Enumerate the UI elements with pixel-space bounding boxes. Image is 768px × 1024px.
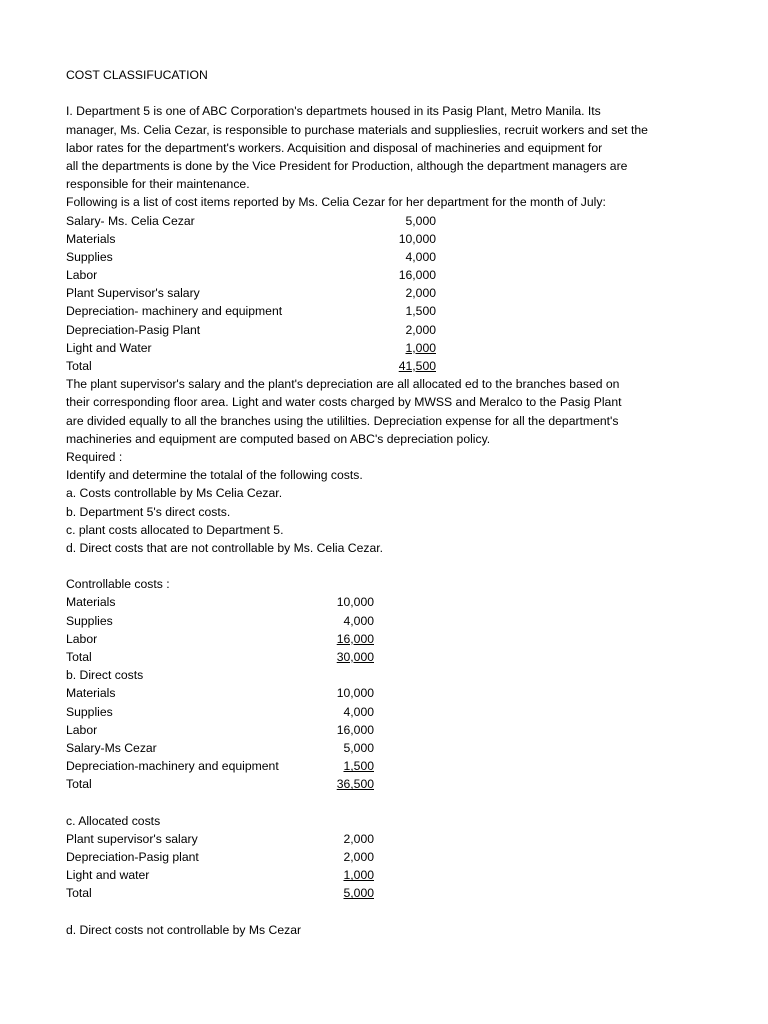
row-value: 10,000 xyxy=(336,595,374,610)
table-row xyxy=(66,212,706,230)
table-row xyxy=(66,757,706,775)
intro-line: all the departments is done by the Vice President for Production, although the department managers are xyxy=(66,158,628,173)
row-label: Salary- Ms. Celia Cezar xyxy=(66,213,195,228)
table-row xyxy=(66,630,706,648)
controllable-heading: Controllable costs : xyxy=(66,577,170,592)
row-label: Total xyxy=(66,777,92,792)
row-label: Total xyxy=(66,650,92,664)
row-label: Materials xyxy=(66,595,116,610)
notes-line: The plant supervisor's salary and the plant's depreciation are all allocated ed to the branches based on xyxy=(66,377,620,392)
row-value: 41,500 xyxy=(398,359,436,373)
direct-costs-table xyxy=(66,684,706,793)
table-row xyxy=(66,612,706,630)
direct-not-controllable-heading: d. Direct costs not controllable by Ms Cezar xyxy=(66,922,302,937)
direct-costs-heading: b. Direct costs xyxy=(66,668,144,683)
notes-paragraph xyxy=(66,375,706,448)
intro-line: responsible for their maintenance. xyxy=(66,177,250,192)
row-label: Salary-Ms Cezar xyxy=(66,740,157,755)
row-value: 5,000 xyxy=(343,886,374,901)
total-row xyxy=(66,357,706,375)
row-value: 2,000 xyxy=(343,850,374,865)
row-value: 1,500 xyxy=(405,304,436,319)
notes-line: their corresponding floor area. Light and water costs charged by MWSS and Meralco to the Pasig Plant xyxy=(66,395,622,410)
total-row xyxy=(66,648,706,666)
row-label: Supplies xyxy=(66,249,113,264)
table-row xyxy=(66,593,706,611)
row-value: 4,000 xyxy=(405,249,436,264)
required-line: b. Department 5's direct costs. xyxy=(66,504,231,519)
row-value: 5,000 xyxy=(343,740,374,755)
table-row xyxy=(66,302,706,320)
required-line: c. plant costs allocated to Department 5. xyxy=(66,522,284,537)
table-row xyxy=(66,830,706,848)
total-row xyxy=(66,775,706,793)
row-label: Materials xyxy=(66,686,116,701)
table-row xyxy=(66,266,706,284)
table-row xyxy=(66,739,706,757)
intro-line: Following is a list of cost items reported by Ms. Celia Cezar for her department for the month of July: xyxy=(66,195,606,210)
table-row xyxy=(66,866,706,884)
row-value: 36,500 xyxy=(336,777,374,792)
notes-line: machineries and equipment are computed based on ABC's depreciation policy. xyxy=(66,431,491,446)
required-heading: Required : xyxy=(66,449,123,464)
row-value: 10,000 xyxy=(336,686,374,701)
row-label: Plant supervisor's salary xyxy=(66,831,198,846)
row-value: 5,000 xyxy=(405,213,436,228)
row-label: Labor xyxy=(66,722,98,737)
table-row xyxy=(66,721,706,739)
row-value: 2,000 xyxy=(343,831,374,846)
row-value: 4,000 xyxy=(343,613,374,628)
table-row xyxy=(66,703,706,721)
table-row xyxy=(66,321,706,339)
table-row xyxy=(66,230,706,248)
allocated-costs-heading: c. Allocated costs xyxy=(66,813,161,828)
intro-line: labor rates for the department's workers. Acquisition and disposal of machineries and equipment for xyxy=(66,140,603,155)
row-label: Supplies xyxy=(66,613,113,628)
intro-paragraph xyxy=(66,102,706,211)
required-list xyxy=(66,466,706,557)
row-value: 1,000 xyxy=(405,340,436,355)
row-label: Labor xyxy=(66,268,98,283)
required-line: Identify and determine the totalal of the following costs. xyxy=(66,468,363,483)
row-label: Depreciation-machinery and equipment xyxy=(66,759,279,774)
document-title: COST CLASSIFUCATION xyxy=(66,68,208,82)
document-body xyxy=(66,66,706,939)
notes-line: are divided equally to all the branches using the utililties. Depreciation expense for all the department's xyxy=(66,413,619,428)
row-label: Light and Water xyxy=(66,340,152,355)
row-value: 2,000 xyxy=(405,322,436,337)
row-label: Total xyxy=(66,886,92,901)
cost-items-table xyxy=(66,212,706,376)
controllable-table xyxy=(66,593,706,666)
table-row xyxy=(66,848,706,866)
intro-line: I. Department 5 is one of ABC Corporation's departmets housed in its Pasig Plant, Metro Manila. Its xyxy=(66,104,601,119)
row-label: Depreciation-Pasig Plant xyxy=(66,322,201,337)
intro-line: manager, Ms. Celia Cezar, is responsible to purchase materials and supplieslies, recruit workers and set the xyxy=(66,122,648,137)
row-value: 10,000 xyxy=(398,231,436,246)
row-label: Materials xyxy=(66,231,116,246)
row-value: 16,000 xyxy=(336,631,374,646)
row-value: 1,500 xyxy=(343,759,374,774)
row-label: Light and water xyxy=(66,868,150,883)
row-label: Supplies xyxy=(66,704,113,719)
table-row xyxy=(66,284,706,302)
table-row xyxy=(66,684,706,702)
row-label: Depreciation- machinery and equipment xyxy=(66,304,283,319)
row-value: 16,000 xyxy=(336,722,374,737)
table-row xyxy=(66,248,706,266)
required-line: d. Direct costs that are not controllable by Ms. Celia Cezar. xyxy=(66,540,384,555)
row-value: 16,000 xyxy=(398,268,436,283)
row-value: 1,000 xyxy=(343,868,374,883)
row-label: Total xyxy=(66,359,92,373)
table-row xyxy=(66,339,706,357)
required-line: a. Costs controllable by Ms Celia Cezar. xyxy=(66,486,283,501)
total-row xyxy=(66,884,706,902)
row-value: 2,000 xyxy=(405,286,436,301)
allocated-costs-table xyxy=(66,830,706,903)
row-label: Plant Supervisor's salary xyxy=(66,286,200,301)
row-value: 4,000 xyxy=(343,704,374,719)
row-label: Labor xyxy=(66,631,98,646)
row-label: Depreciation-Pasig plant xyxy=(66,850,199,865)
row-value: 30,000 xyxy=(336,650,374,664)
